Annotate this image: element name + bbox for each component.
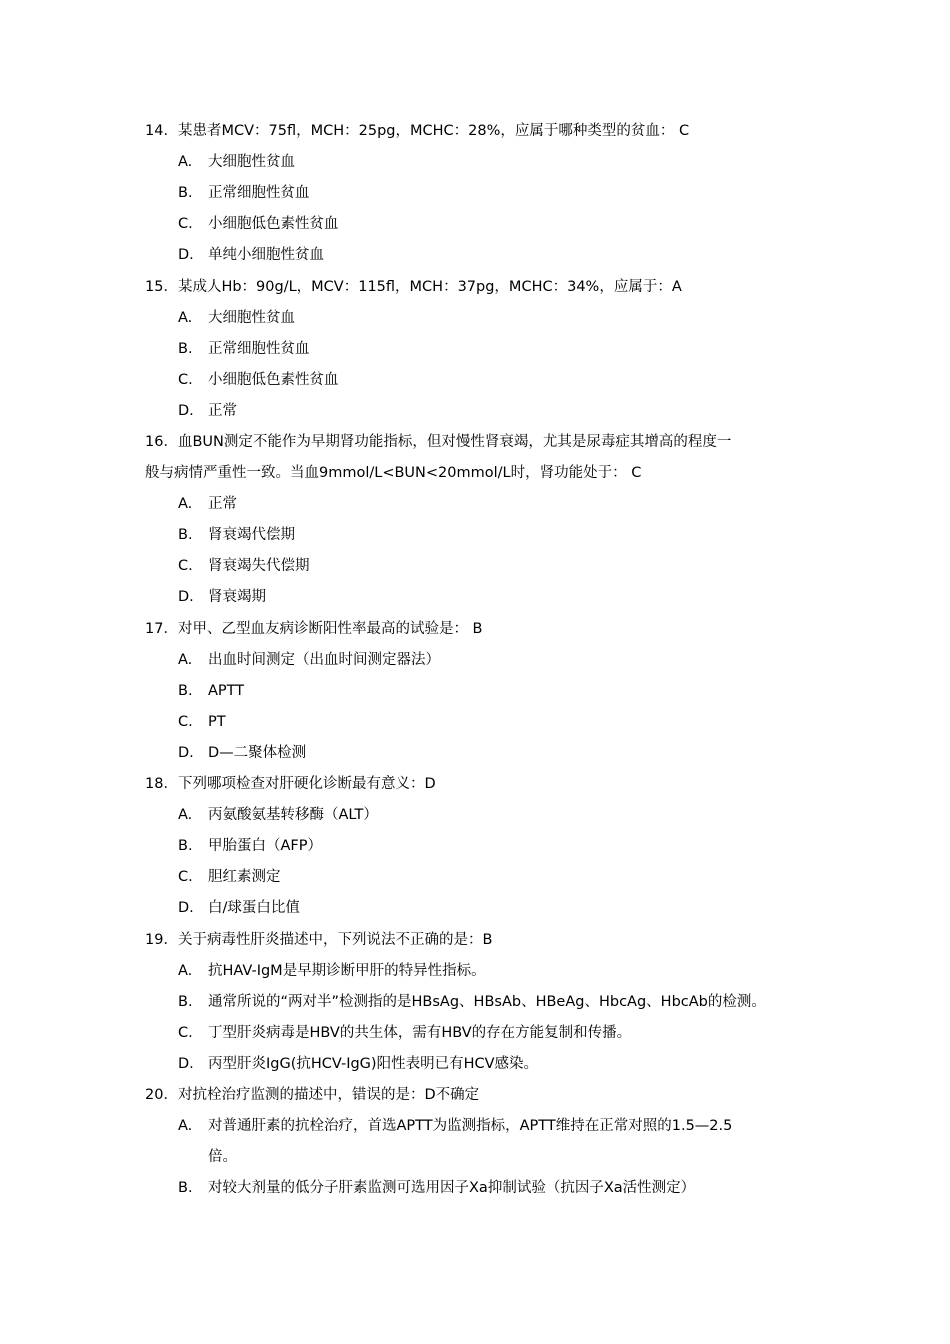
question-15-stem: 15．某成人Hb：90g/L，MCV：115fl，MCH：37pg，MCHC：34%，应属于：A xyxy=(145,279,682,295)
option-letter: A. xyxy=(178,807,193,823)
option-text: 对较大剂量的低分子肝素监测可选用因子Ⅹa抑制试验（抗因子Ⅹa活性测定） xyxy=(208,1180,696,1196)
option-text: 白/球蛋白比值 xyxy=(208,900,300,916)
option-text: PT xyxy=(208,714,226,730)
option-text: 胆红素测定 xyxy=(208,869,281,885)
q15-option-d xyxy=(178,401,818,421)
option-letter: A. xyxy=(178,496,193,512)
option-letter: B. xyxy=(178,994,193,1010)
question-16-stem-line-1: 16．血BUN测定不能作为早期肾功能指标，但对慢性肾衰竭，尤其是尿毒症其增高的程度一 xyxy=(145,434,732,450)
q20-option-b xyxy=(178,1178,818,1198)
option-letter: A. xyxy=(178,1118,193,1134)
option-letter: C. xyxy=(178,869,193,885)
option-text: 小细胞低色素性贫血 xyxy=(208,216,339,232)
option-text: 出血时间测定（出血时间测定器法） xyxy=(208,652,440,668)
q20-option-a-continuation: 倍。 xyxy=(208,1149,237,1165)
question-14-stem: 14．某患者MCV：75fl，MCH：25pg，MCHC：28%，应属于哪种类型的贫血： C xyxy=(145,123,690,139)
q17-option-c xyxy=(178,712,818,732)
q15-option-c xyxy=(178,370,818,390)
q14-option-d xyxy=(178,245,818,265)
option-letter: A. xyxy=(178,154,193,170)
option-letter: C. xyxy=(178,216,193,232)
q19-option-b xyxy=(178,992,818,1012)
question-20-stem: 20．对抗栓治疗监测的描述中，错误的是：D不确定 xyxy=(145,1087,480,1103)
option-text: 单纯小细胞性贫血 xyxy=(208,247,324,263)
question-19-stem: 19．关于病毒性肝炎描述中，下列说法不正确的是：B xyxy=(145,932,493,948)
option-letter: C. xyxy=(178,1025,193,1041)
q18-option-a xyxy=(178,805,818,825)
q20-option-a xyxy=(178,1116,818,1136)
option-text: APTT xyxy=(208,683,245,699)
q18-option-b xyxy=(178,836,818,856)
option-text: 正常 xyxy=(208,496,237,512)
q19-option-d xyxy=(178,1054,818,1074)
option-letter: D. xyxy=(178,900,194,916)
option-letter: B. xyxy=(178,838,193,854)
q17-option-b xyxy=(178,681,818,701)
q15-option-b xyxy=(178,339,818,359)
option-letter: A. xyxy=(178,652,193,668)
q16-option-b xyxy=(178,525,818,545)
q18-option-d xyxy=(178,898,818,918)
option-letter: A. xyxy=(178,310,193,326)
question-16-stem-line-2: 般与病情严重性一致。当血9mmol/L<BUN<20mmol/L时，肾功能处于： C xyxy=(145,465,642,481)
q14-option-a xyxy=(178,152,818,172)
question-18-stem: 18．下列哪项检查对肝硬化诊断最有意义：D xyxy=(145,776,436,792)
option-text: 丁型肝炎病毒是HBV的共生体，需有HBV的存在方能复制和传播。 xyxy=(208,1025,632,1041)
option-letter: D. xyxy=(178,403,194,419)
q16-option-c xyxy=(178,556,818,576)
option-letter: D. xyxy=(178,247,194,263)
q16-option-a xyxy=(178,494,818,514)
option-letter: B. xyxy=(178,683,193,699)
option-text: 抗HAV-IgM是早期诊断甲肝的特异性指标。 xyxy=(208,963,486,979)
q16-option-d xyxy=(178,587,818,607)
option-text: 肾衰竭期 xyxy=(208,589,266,605)
q15-option-a xyxy=(178,308,818,328)
option-text: 正常细胞性贫血 xyxy=(208,185,310,201)
q19-option-a xyxy=(178,961,818,981)
option-text: 正常 xyxy=(208,403,237,419)
option-letter: D. xyxy=(178,1056,194,1072)
option-text: 小细胞低色素性贫血 xyxy=(208,372,339,388)
option-text: D—二聚体检测 xyxy=(208,745,307,761)
option-text: 肾衰竭代偿期 xyxy=(208,527,295,543)
option-text: 对普通肝素的抗栓治疗，首选APTT为监测指标，APTT维持在正常对照的1.5—2.5 xyxy=(208,1118,733,1134)
q18-option-c xyxy=(178,867,818,887)
option-text: 肾衰竭失代偿期 xyxy=(208,558,310,574)
option-letter: B. xyxy=(178,341,193,357)
option-text: 正常细胞性贫血 xyxy=(208,341,310,357)
question-17-stem: 17．对甲、乙型血友病诊断阳性率最高的试验是： B xyxy=(145,621,483,637)
option-text: 大细胞性贫血 xyxy=(208,310,295,326)
option-letter: D. xyxy=(178,589,194,605)
option-letter: B. xyxy=(178,1180,193,1196)
option-letter: A. xyxy=(178,963,193,979)
q14-option-b xyxy=(178,183,818,203)
option-letter: C. xyxy=(178,372,193,388)
option-text: 甲胎蛋白（AFP） xyxy=(208,838,323,854)
option-letter: C. xyxy=(178,558,193,574)
q14-option-c xyxy=(178,214,818,234)
option-letter: B. xyxy=(178,185,193,201)
option-text: 大细胞性贫血 xyxy=(208,154,295,170)
q17-option-d xyxy=(178,743,818,763)
option-text: 丙型肝炎IgG(抗HCV-IgG)阳性表明已有HCV感染。 xyxy=(208,1056,539,1072)
option-letter: D. xyxy=(178,745,194,761)
option-letter: B. xyxy=(178,527,193,543)
option-text: 通常所说的“两对半”检测指的是HBsAg、HBsAb、HBeAg、HbcAg、HbcAb的检测。 xyxy=(208,994,766,1010)
q19-option-c xyxy=(178,1023,818,1043)
option-text: 丙氨酸氨基转移酶（ALT） xyxy=(208,807,378,823)
q17-option-a xyxy=(178,650,818,670)
option-letter: C. xyxy=(178,714,193,730)
